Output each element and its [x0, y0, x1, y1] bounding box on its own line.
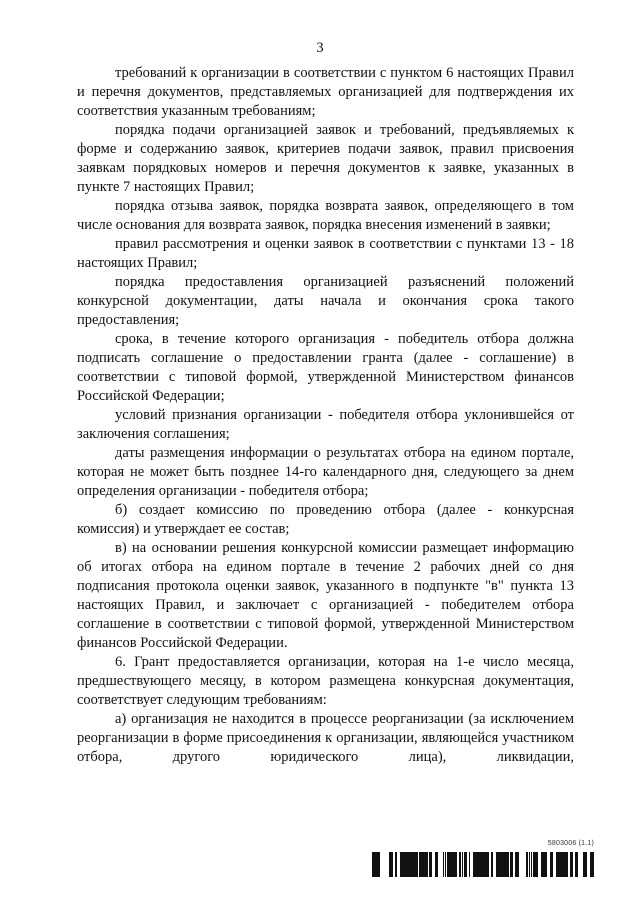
text-line: подписать соглашение о предоставлении гранта (далее - соглашение) в: [77, 350, 574, 366]
paragraph: [77, 444, 574, 501]
text-line: информацию об итогах отбора на едином портале в течение: [77, 540, 574, 575]
text-line: в) на основании решения конкурсной комиссии размещает: [115, 540, 488, 556]
text-line: следующего за днем определения организации - победителя отбора;: [77, 464, 575, 499]
paragraph: [77, 710, 574, 767]
document-body: [77, 64, 574, 767]
paragraph: [77, 273, 574, 330]
page-number: 3: [316, 40, 324, 56]
text-line: (за исключением реорганизации в форме присоединения к организации,: [77, 711, 574, 746]
barcode-icon: [372, 852, 594, 877]
text-line: условий признания организации - победителя отбора уклонившейся: [115, 407, 555, 423]
text-line: комиссия) и утверждает ее состав;: [77, 521, 290, 537]
text-line: конкурсной документации, даты начала и окончания срока такого: [77, 293, 574, 309]
paragraph: [77, 235, 574, 273]
paragraph: [77, 64, 574, 121]
paragraph: [77, 539, 574, 653]
text-line: в подпункте "в" пункта 13 настоящих Правил, и заключает: [77, 578, 575, 613]
text-line: порядка отзыва заявок, порядка возврата заявок, определяющего: [115, 198, 533, 214]
text-line: с организацией - победителем отбора соглашение в соответствии с типовой: [77, 597, 574, 632]
paragraph: [77, 197, 574, 235]
text-line: Правил и перечня документов, представляемых организацией для: [77, 65, 574, 100]
text-line: порядка подачи организацией заявок и требований, предъявляемых: [115, 122, 559, 138]
text-line: предшествующего месяцу, в котором размещена конкурсная: [77, 673, 475, 689]
text-line: документация, соответствует следующим требованиям:: [77, 673, 575, 708]
text-line: от заключения соглашения;: [77, 407, 575, 442]
text-line: к форме и содержанию заявок, критериев подачи заявок, правил: [77, 122, 575, 157]
paragraph: [77, 501, 574, 539]
text-line: 2 рабочих дней со дня подписания протокола оценки заявок, указанного: [77, 559, 574, 594]
text-line: присвоения заявкам порядковых номеров и перечня документов к заявке,: [77, 141, 575, 176]
text-line: подтверждения их соответствия указанным требованиям;: [77, 84, 574, 119]
text-line: порядка предоставления организацией разъяснений положений: [115, 274, 574, 290]
text-line: 6. Грант предоставляется организации, которая на 1-е число месяца,: [115, 654, 574, 670]
text-line: Российской Федерации;: [77, 388, 225, 404]
text-line: соответствии с типовой формой, утвержденной Министерством финансов: [77, 369, 574, 385]
text-line: в заявки;: [495, 217, 551, 233]
text-line: в том числе основания для возврата заявок, порядка внесения изменений: [77, 198, 574, 233]
text-line: б) создает комиссию по проведению отбора (далее - конкурсная: [115, 502, 574, 518]
text-line: срока, в течение которого организация - победитель отбора должна: [115, 331, 574, 347]
text-line: с пунктами 13 - 18 настоящих Правил;: [77, 236, 574, 271]
text-line: указанных в пункте 7 настоящих Правил;: [77, 160, 574, 195]
paragraph: [77, 406, 574, 444]
text-line: даты размещения информации о результатах отбора на едином: [115, 445, 517, 461]
paragraph: [77, 330, 574, 406]
text-line: формой, утвержденной Министерством финансов Российской Федерации.: [77, 616, 575, 651]
text-line: являющейся участником отбора, другого юридического лица), ликвидации,: [77, 730, 574, 765]
page-footer: [372, 840, 594, 880]
document-code: 5803006 (1.1): [547, 840, 594, 847]
text-line: портале, которая не может быть позднее 14-го календарного дня,: [77, 445, 575, 480]
paragraph: [77, 653, 574, 710]
paragraph: [77, 121, 574, 197]
text-line: а) организация не находится в процессе реорганизации: [115, 711, 464, 727]
text-line: предоставления;: [77, 312, 180, 328]
text-line: правил рассмотрения и оценки заявок в соответствии: [115, 236, 452, 252]
text-line: требований к организации в соответствии с пунктом 6 настоящих: [115, 65, 524, 81]
